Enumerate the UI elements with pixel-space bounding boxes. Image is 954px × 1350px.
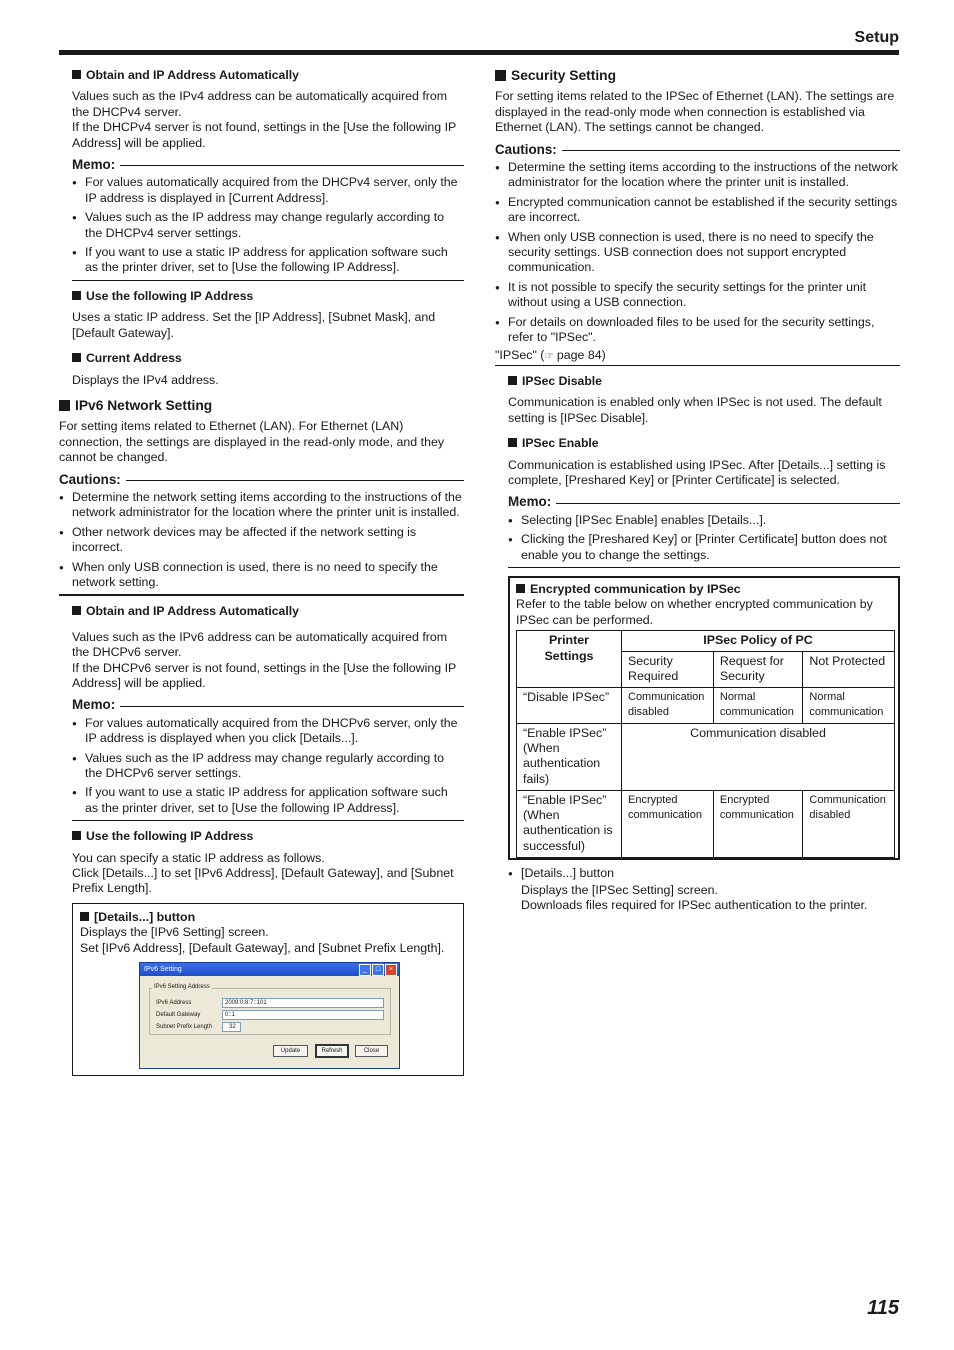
list-item: ● For values automatically acquired from the DHCPv6 server, only the IP address is displayed when you click [Details...]. [72,716,464,747]
ipv4-auto-text-2: If the DHCPv4 server is not found, settings in the [Use the following IP Address] will be applied. [72,120,457,150]
details-button-box [72,903,464,1076]
close-button[interactable]: Close [355,1045,388,1057]
ipsec-table [516,630,895,857]
window-title: IPv6 Setting [144,966,182,974]
ipv6-address-label: IPv6 Address [156,1000,192,1007]
subnet-prefix-field[interactable]: 32 [222,1022,241,1032]
list-item: ● If you want to use a static IP address for application software such as the printer driver, set to [Use the following IP Address]. [72,245,464,276]
right-column [495,62,900,914]
list-item: ● Values such as the IP address may change regularly according to the DHCPv4 server settings. [72,210,464,241]
table-cell: Communication disabled [803,790,895,857]
current-address-heading: Current Address [72,351,464,366]
table-row-header: “Disable IPSec” [517,687,622,723]
list-item: ● It is not possible to specify the security settings for the printer unit without using a USB connection. [495,280,900,311]
security-section-heading: Security Setting [495,68,900,83]
list-item: ● Selecting [IPSec Enable] enables [Details...]. [508,513,900,528]
group-label: IPv6 Setting Address [154,984,210,991]
list-item [508,866,900,881]
details-box-text-2: Set [IPv6 Address], [Default Gateway], and [Subnet Prefix Length]. [80,940,445,955]
details-text-1: Displays the [IPSec Setting] screen. [521,883,718,897]
list-item: ● Determine the setting items according to the instructions of the network administrator for the location where the printer unit is installed. [495,160,900,191]
ipv4-static-heading: Use the following IP Address [72,289,464,304]
ipsec-disable-heading: IPSec Disable [508,374,900,389]
ipv6-auto-text-1: Values such as the IPv6 address can be automatically acquired from the DHCPv6 server. [72,629,448,660]
table-row [517,687,895,723]
ipsec-disable-text: Communication is enabled only when IPSec is not used. The default setting is [IPSec Disable]. [508,395,882,425]
list-item: ● Values such as the IP address may change regularly according to the DHCPv6 server settings. [72,751,464,782]
ipsec-table-heading: Encrypted communication by IPSec [516,582,893,597]
ipv6-address-field[interactable]: 2009:0:8:7::101 [222,998,384,1008]
list-item: ● Encrypted communication cannot be established if the security settings are incorrect. [495,195,900,226]
security-section-text: For setting items related to the IPSec of Ethernet (LAN). The settings are displayed in the read-only mode when connection is established via Ethernet (LAN). The settings cannot be changed. [495,89,895,135]
minimize-icon[interactable]: _ [359,964,371,976]
list-item: ● When only USB connection is used, there is no need to specify the network setting. [59,560,464,591]
table-cell: Normal communication [803,687,895,723]
ipv4-static-text: Uses a static IP address. Set the [IP Address], [Subnet Mask], and [Default Gateway]. [72,310,436,340]
memo-label: Memo: [508,494,900,509]
table-cell: Encrypted communication [713,790,803,857]
table-row [517,790,895,857]
left-column [59,62,464,1076]
details-box-heading: [Details...] button [80,910,457,925]
list-item: ● Clicking the [Preshared Key] or [Printer Certificate] button does not enable you to change the settings. [508,532,900,563]
divider [495,365,900,366]
table-corner-cell: Printer Settings [517,631,622,687]
ipv6-section-heading: IPv6 Network Setting [59,398,464,413]
page-number: 115 [867,1297,899,1319]
cautions-label: Cautions: [495,142,900,157]
ipv4-auto-text-1: Values such as the IPv4 address can be automatically acquired from the DHCPv4 server. [72,89,448,119]
divider [72,280,464,281]
default-gateway-field[interactable]: 0::1 [222,1010,384,1020]
update-button[interactable]: Update [273,1045,308,1057]
subnet-prefix-label: Subnet Prefix Length [156,1024,213,1031]
ipv6-auto-text-2: If the DHCPv6 server is not found, settings in the [Use the following IP Address] will be applied. [72,660,457,690]
details-list [508,866,900,881]
header-section-title: Setup [854,29,899,46]
details-text-2: Downloads files required for IPSec authentication to the printer. [521,898,868,913]
table-cell: Normal communication [713,687,803,723]
maximize-icon[interactable]: □ [372,964,384,976]
ipv6-static-heading: Use the following IP Address [72,829,464,844]
reference-pointer-icon: ☞ [544,350,554,362]
default-gateway-label: Default Gateway [156,1012,201,1019]
table-header-policy: IPSec Policy of PC [622,631,895,651]
table-cell: Encrypted communication [622,790,714,857]
details-button-heading: [Details...] button [521,865,614,880]
memo-list [72,716,464,816]
table-row-header: “Enable IPSec” (When authentication is successful) [517,790,622,857]
reference-page: page 84) [553,347,606,362]
list-item: ● If you want to use a static IP address for application software such as the printer driver, set to [Use the following IP Address]. [72,785,464,816]
header-rule [59,50,899,55]
refresh-button[interactable]: Refresh [315,1044,349,1058]
cautions-list [495,160,900,345]
table-column-header: Security Required [622,651,714,687]
divider [72,820,464,821]
ipv6-section-text: For setting items related to Ethernet (LAN). For Ethernet (LAN) connection, the settings are displayed in the read-only mode, and they cannot be changed. [59,419,445,465]
ipv6-setting-window-screenshot [139,962,400,1069]
ipsec-page-reference[interactable] [495,348,900,364]
divider [508,567,900,568]
ipsec-enable-text: Communication is established using IPSec. After [Details...] setting is complete, [Preshared Key] or [Printer Certificate] is selected. [508,457,886,487]
table-cell: Communication disabled [622,723,895,790]
ipsec-enable-heading: IPSec Enable [508,436,900,451]
ipv4-auto-heading: Obtain and IP Address Automatically [72,68,464,83]
list-item: ● When only USB connection is used, there is no need to specify the security settings. USB connection does not support encrypted communication. [495,230,900,276]
reference-text: "IPSec" ( [495,347,545,362]
table-row [517,723,895,790]
list-item: ● For values automatically acquired from the DHCPv4 server, only the IP address is displayed in [Current Address]. [72,175,464,206]
cautions-list [59,490,464,590]
memo-label: Memo: [72,157,464,172]
table-column-header: Not Protected [803,651,895,687]
details-box-text-1: Displays the [IPv6 Setting] screen. [80,925,269,940]
list-item: ● Other network devices may be affected if the network setting is incorrect. [59,525,464,556]
table-cell: Communication disabled [622,687,714,723]
ipv6-auto-heading: Obtain and IP Address Automatically [72,604,464,619]
ipv6-static-text-2: Click [Details...] to set [IPv6 Address], [Default Gateway], and [Subnet Prefix Length]. [72,866,454,896]
memo-label: Memo: [72,697,464,712]
divider [59,594,464,596]
memo-list [508,513,900,563]
window-title-bar [140,963,399,976]
close-icon[interactable]: × [385,964,397,976]
ipsec-table-box [508,576,900,860]
ipv6-static-text-1: You can specify a static IP address as follows. [72,850,325,865]
ipsec-table-intro: Refer to the table below on whether encrypted communication by IPSec can be performed. [516,597,873,627]
cautions-label: Cautions: [59,472,464,487]
list-item: ● For details on downloaded files to be used for the security settings, refer to "IPSec". [495,315,900,346]
table-column-header: Request for Security [713,651,803,687]
current-address-text: Displays the IPv4 address. [72,372,219,387]
memo-list [72,175,464,275]
table-row-header: “Enable IPSec” (When authentication fails) [517,723,622,790]
list-item: ● Determine the network setting items according to the instructions of the network administrator for the location where the printer unit is installed. [59,490,464,521]
table-row [517,631,895,651]
